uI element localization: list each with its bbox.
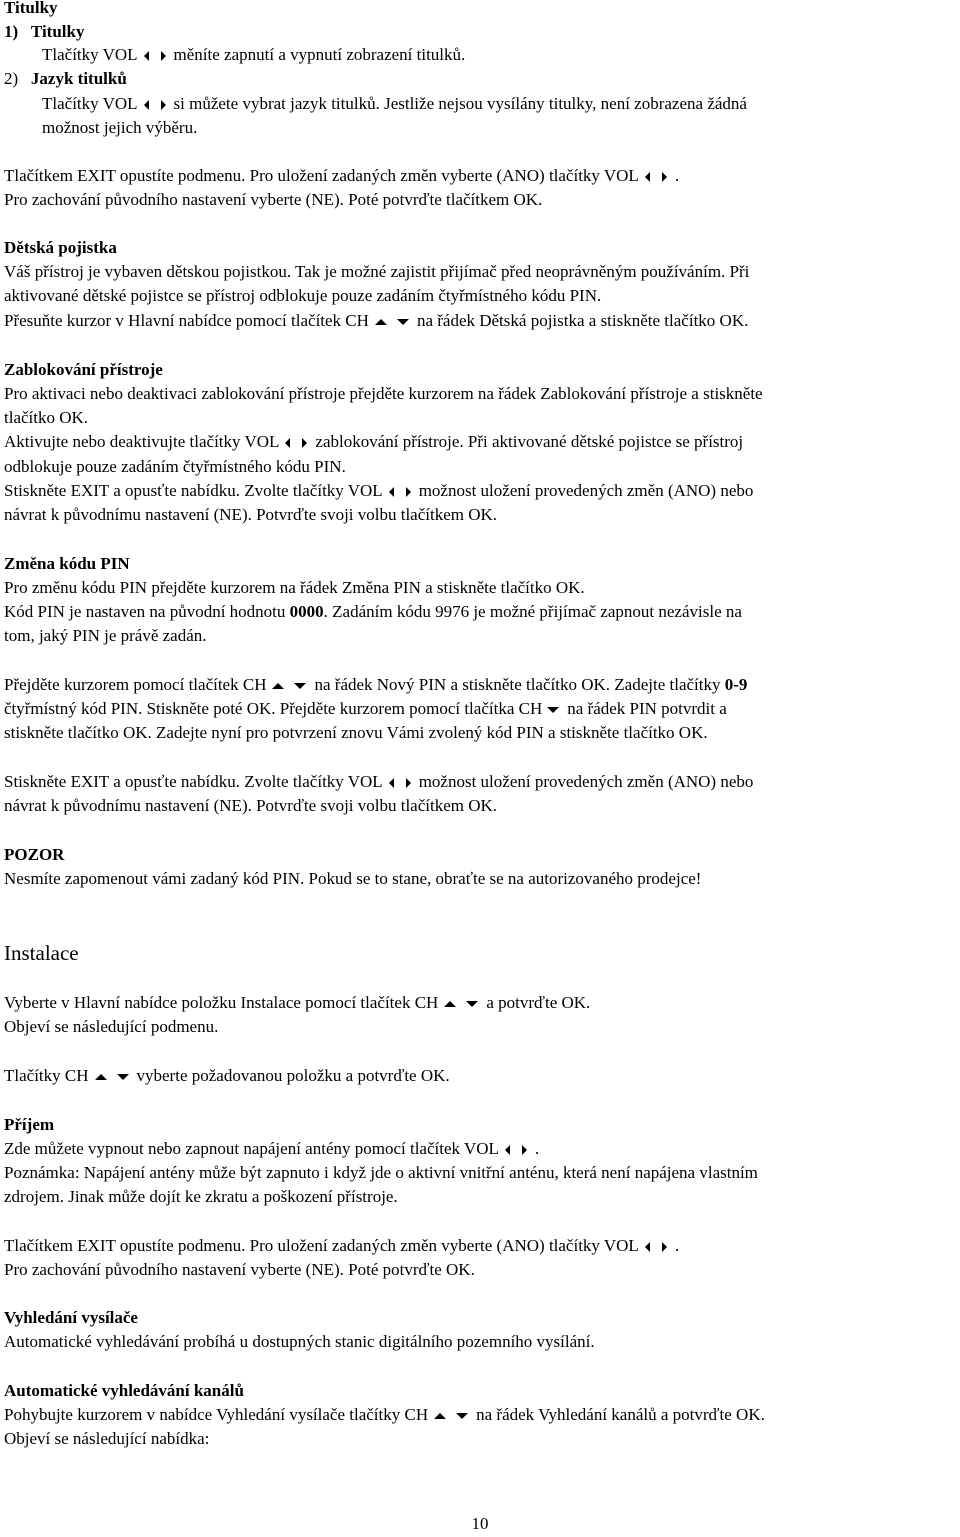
- paragraph-line: [4, 991, 956, 1015]
- paragraph-line: odblokuje pouze zadáním čtyřmístného kódu PIN.: [4, 457, 346, 476]
- arrow-up-icon: [95, 1074, 107, 1080]
- text-span: Zde můžete vypnout nebo zapnout napájení antény pomocí tlačítek VOL: [4, 1139, 499, 1158]
- section-heading-prijem: Příjem: [4, 1115, 55, 1134]
- arrow-up-icon: [444, 1001, 456, 1007]
- text-span: .: [534, 1139, 540, 1158]
- arrow-right-icon: [161, 100, 166, 110]
- arrow-left-icon: [144, 100, 149, 110]
- section-heading-pozor: POZOR: [4, 845, 65, 864]
- arrow-left-icon: [285, 438, 290, 448]
- text-span: Stiskněte EXIT a opusťte nabídku. Zvolte tlačítky VOL: [4, 772, 383, 791]
- arrow-left-icon: [645, 172, 650, 182]
- paragraph-line: [4, 673, 956, 697]
- paragraph-line: [4, 309, 956, 333]
- arrow-left-icon: [389, 487, 394, 497]
- paragraph-line: možnost jejich výběru.: [42, 118, 198, 137]
- paragraph-line: Váš přístroj je vybaven dětskou pojistkou. Tak je možné zajistit přijímač před neoprávněným používáním. Při: [4, 262, 750, 281]
- text-span: Kód PIN je nastaven na původní hodnotu: [4, 602, 290, 621]
- text-span: .: [674, 1236, 680, 1255]
- arrow-right-icon: [406, 487, 411, 497]
- arrow-left-icon: [144, 51, 149, 61]
- list-number: 2): [4, 69, 19, 88]
- arrow-down-icon: [117, 1074, 129, 1080]
- paragraph-line: tom, jaký PIN je právě zadán.: [4, 626, 207, 645]
- text-span: .: [674, 166, 680, 185]
- paragraph-line: [4, 1064, 956, 1088]
- arrow-down-icon: [466, 1001, 478, 1007]
- text-span: měníte zapnutí a vypnutí zobrazení titulků.: [173, 45, 466, 64]
- paragraph-line: Pro změnu kódu PIN přejděte kurzorem na řádek Změna PIN a stiskněte tlačítko OK.: [4, 578, 585, 597]
- section-heading-automaticke: Automatické vyhledávání kanálů: [4, 1381, 244, 1400]
- paragraph-line: [4, 430, 956, 454]
- text-span: Aktivujte nebo deaktivujte tlačítky VOL: [4, 432, 280, 451]
- digit-range: 0-9: [724, 675, 748, 694]
- pin-default-value: 0000: [289, 602, 324, 621]
- list-item-title: Titulky: [30, 22, 85, 41]
- arrow-right-icon: [662, 172, 667, 182]
- paragraph-line: Poznámka: Napájení antény může být zapnuto i když jde o aktivní vnitřní anténu, která není napájena vlastním: [4, 1163, 758, 1182]
- text-span: Tlačítky VOL: [42, 94, 138, 113]
- paragraph-line: Pro zachování původního nastavení vyberte (NE). Poté potvrďte tlačítkem OK.: [4, 190, 543, 209]
- paragraph-line: aktivované dětské pojistce se přístroj odblokuje pouze zadáním čtyřmístného kódu PIN.: [4, 286, 602, 305]
- arrow-right-icon: [161, 51, 166, 61]
- text-span: Pohybujte kurzorem v nabídce Vyhledání vysílače tlačítky CH: [4, 1405, 429, 1424]
- text-span: možnost uložení provedených změn (ANO) nebo: [418, 772, 754, 791]
- text-span: Tlačítkem EXIT opustíte podmenu. Pro uložení zadaných změn vyberte (ANO) tlačítky VOL: [4, 1236, 639, 1255]
- text-span: Stiskněte EXIT a opusťte nabídku. Zvolte tlačítky VOL: [4, 481, 383, 500]
- arrow-right-icon: [302, 438, 307, 448]
- paragraph-line: Nesmíte zapomenout vámi zadaný kód PIN. Pokud se to stane, obraťte se na autorizovaného prodejce!: [4, 869, 702, 888]
- chapter-heading-instalace: Instalace: [4, 941, 79, 965]
- arrow-right-icon: [406, 778, 411, 788]
- section-heading-detska-pojistka: Dětská pojistka: [4, 238, 117, 257]
- arrow-left-icon: [645, 1242, 650, 1252]
- text-span: Tlačítky VOL: [42, 45, 138, 64]
- arrow-down-icon: [294, 683, 306, 689]
- arrow-right-icon: [522, 1145, 527, 1155]
- paragraph-line: tlačítko OK.: [4, 408, 89, 427]
- section-heading-titulky: Titulky: [4, 0, 58, 17]
- text-span: na řádek Nový PIN a stiskněte tlačítko OK. Zadejte tlačítky: [314, 675, 725, 694]
- arrow-down-icon: [397, 319, 409, 325]
- paragraph-line: [4, 770, 956, 794]
- paragraph-line: zdrojem. Jinak může dojít ke zkratu a poškození přístroje.: [4, 1187, 398, 1206]
- arrow-right-icon: [662, 1242, 667, 1252]
- paragraph-line: [4, 600, 956, 624]
- list-item-jazyk: [4, 67, 956, 91]
- text-span: na řádek PIN potvrdit a: [567, 699, 727, 718]
- paragraph-line: [4, 1403, 956, 1427]
- text-span: Přesuňte kurzor v Hlavní nabídce pomocí tlačítek CH: [4, 311, 369, 330]
- text-span: zablokování přístroje. Při aktivované dětské pojistce se přístroj: [315, 432, 744, 451]
- list-item-titulky: [4, 20, 956, 44]
- list-item-title: Jazyk titulků: [30, 69, 127, 88]
- text-span: Tlačítky CH: [4, 1066, 89, 1085]
- text-span: Tlačítkem EXIT opustíte podmenu. Pro uložení zadaných změn vyberte (ANO) tlačítky VOL: [4, 166, 639, 185]
- text-span: možnost uložení provedených změn (ANO) nebo: [418, 481, 754, 500]
- section-heading-vyhledani: Vyhledání vysílače: [4, 1308, 138, 1327]
- paragraph-line: stiskněte tlačítko OK. Zadejte nyní pro potvrzení znovu Vámi zvolený kód PIN a stiskněte tlačítko OK.: [4, 723, 708, 742]
- arrow-up-icon: [272, 683, 284, 689]
- arrow-left-icon: [505, 1145, 510, 1155]
- paragraph-line: [42, 43, 956, 67]
- arrow-down-icon: [547, 707, 559, 713]
- section-heading-zmena-pin: Změna kódu PIN: [4, 554, 130, 573]
- paragraph-line: Objeví se následující podmenu.: [4, 1017, 219, 1036]
- text-span: Vyberte v Hlavní nabídce položku Instalace pomocí tlačítek CH: [4, 993, 439, 1012]
- paragraph-line: Objeví se následující nabídka:: [4, 1429, 210, 1448]
- text-span: . Zadáním kódu 9976 je možné přijímač zapnout nezávisle na: [323, 602, 742, 621]
- text-span: čtyřmístný kód PIN. Stiskněte poté OK. Přejděte kurzorem pomocí tlačítka CH: [4, 699, 543, 718]
- text-span: vyberte požadovanou položku a potvrďte OK.: [136, 1066, 450, 1085]
- paragraph-line: [4, 1137, 956, 1161]
- paragraph-line: návrat k původnímu nastavení (NE). Potvrďte svoji volbu tlačítkem OK.: [4, 796, 498, 815]
- paragraph-line: Pro aktivaci nebo deaktivaci zablokování přístroje přejděte kurzorem na řádek Zablokování přístroje a stiskněte: [4, 384, 763, 403]
- list-number: 1): [4, 22, 19, 41]
- text-span: a potvrďte OK.: [486, 993, 591, 1012]
- text-span: na řádek Dětská pojistka a stiskněte tlačítko OK.: [416, 311, 749, 330]
- arrow-up-icon: [434, 1413, 446, 1419]
- paragraph-line: [4, 164, 956, 188]
- paragraph-line: [4, 1234, 956, 1258]
- paragraph-line: Automatické vyhledávání probíhá u dostupných stanic digitálního pozemního vysílání.: [4, 1332, 595, 1351]
- arrow-down-icon: [456, 1413, 468, 1419]
- paragraph-line: [4, 697, 956, 721]
- paragraph-line: [4, 479, 956, 503]
- page-number: 10: [471, 1514, 489, 1533]
- arrow-left-icon: [389, 778, 394, 788]
- text-span: na řádek Vyhledání kanálů a potvrďte OK.: [476, 1405, 765, 1424]
- paragraph-line: [42, 92, 956, 116]
- text-span: si můžete vybrat jazyk titulků. Jestliže nejsou vysílány titulky, není zobrazena žádná: [173, 94, 747, 113]
- arrow-up-icon: [375, 319, 387, 325]
- paragraph-line: Pro zachování původního nastavení vyberte (NE). Poté potvrďte OK.: [4, 1260, 475, 1279]
- text-span: Přejděte kurzorem pomocí tlačítek CH: [4, 675, 267, 694]
- section-heading-zablokovani: Zablokování přístroje: [4, 360, 163, 379]
- paragraph-line: návrat k původnímu nastavení (NE). Potvrďte svoji volbu tlačítkem OK.: [4, 505, 498, 524]
